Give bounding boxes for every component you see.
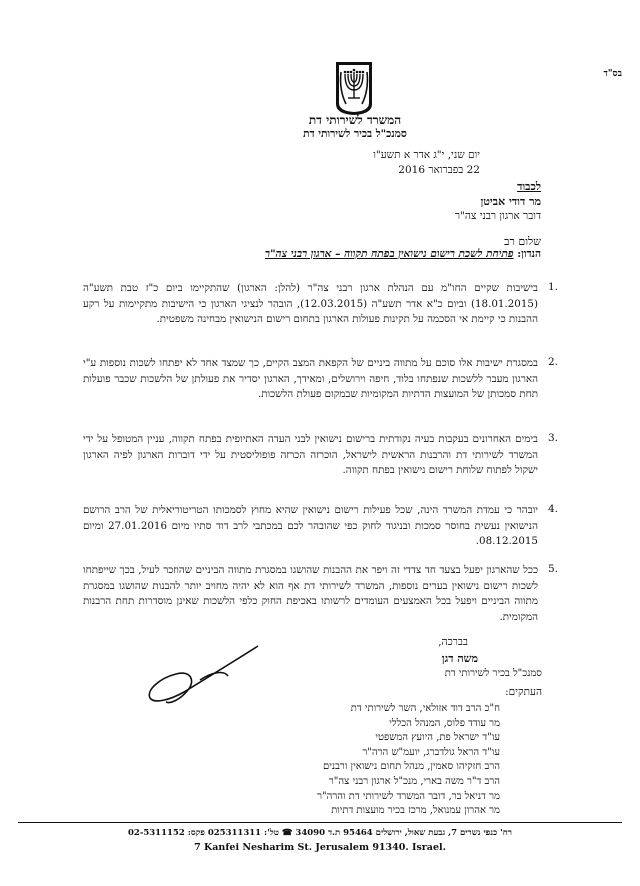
list-item: ח"כ הרב דוד אזולאי, השר לשירותי דת [350,703,500,714]
paragraph-number: 4. [547,503,558,515]
closing-regards: בברכה, [438,636,468,648]
ministry-division: סמנכ"ל בכיר לשירותי דת [303,128,407,140]
paragraph-number: 3. [547,432,558,444]
subject-line [81,248,541,260]
paragraph-3: בימים האחרונים בעקבות בעיה נקודתית ברישום נישואין לבני העדה האתיופית בפתח תקווה, עניין המטופל על ידי המשרד לשירותי דת והרבנות הראשית לישראל, הוכרזה הכרזה פופוליסטית על ידי דוברות הארגון לפיה הארגון ישקול לפתוח שלוחת רישום נישואין בפתח תקווה. [83,433,538,476]
signer-title: סמנכ"ל בכיר לשירותי דת [444,668,542,679]
list-item: הרב ד"ר משה בארי, מנכ"ל ארגון רבני צה"ר [328,775,500,787]
list-item: עו"ד ישראל פת, היועץ המשפטי [375,732,500,744]
state-emblem-icon [334,60,374,116]
list-item: מר דניאל בר, דובר המשרד לשירותי דת והרה"ר [317,790,500,802]
copies-heading: העתקים: [505,686,542,698]
list-item: עו"ד הראל גולדברג, יועמ"ש הרה"ר [362,746,500,758]
list-item: הרב חזקיהו סאמין, מנהל תחום נישואין ורבנים [322,761,500,773]
footer-divider [18,822,622,823]
footer-english-address: 7 Kanfei Nesharim St. Jerusalem 91340. Israel. [194,842,446,853]
subject-text: פתיחת לשכת רישום נישואין בפתח תקווה – ארגון רבני צה"ר [264,248,514,260]
greeting: שלום רב [504,235,541,248]
paragraph-4: יובהר כי עמדת המשרד הינה, שכל פעילות רישום נישואין שהיא מחוץ לסמכותו הטריטוריאלית של הרב הרושם הנישואין נעשית בחוסר סמכות ובניגוד לחוק כפי שהובהר לכם במכתבי לרב דוד סתיו מיום 27.01.2016 ומיום 08.12.2015. [83,504,538,547]
subject-label: הנדון: [517,248,541,260]
hebrew-date: יום שני, י"ג אדר א תשע"ו [373,149,480,161]
recipient-heading: לכבוד [517,180,541,193]
paragraph-number: 5. [547,563,558,575]
gregorian-date: 22 בפברואר 2016 [398,164,480,176]
copies-list [100,702,500,819]
handwritten-signature [140,640,270,710]
paragraph-2: במסגרת ישיבות אלו סוכם על מתווה ביניים של הקפאת המצב הקיים, כך שמצד אחד לא יפתחו לשכות נוספות ע"י הארגון מעבר ללשכות שנפתחו בלוד, חיפה וירושלים, ומאידך, הארגון יסדיר את פעולתן של הלשכות שכבר פועלות תחת סמכותן של המועצות הדתיות המקומיות שבמקום פעולת הלשכות. [83,357,538,400]
signer-name: משה דגן [441,652,478,665]
paragraph-1: בישיבות שקיים החו"מ עם הנהלת ארגון רבני צה"ר (להלן: הארגון) שהתקיימו ביום כ"ז טבת תשע"ה (18.01.2015) וביום כ"א אדר תשע"ה (12.03.2015), הובהר לנציגי הארגון כי הישיבות מתקיימות על רקע ההבנות כי קיימת אי הסכמה על תקינות פעולות הארגון בתחום רישום הנישואין מבחינה משפטית. [83,282,538,325]
paragraph-5: ככל שהארגון יפעל בצעד חד צדדי זה ויפר את ההבנות שהושגו במסגרת מתווה הביניים שהוזכר לעיל, בכך שייפתחו לשכות רישום נישואין בערים נוספות, המשרד לשירותי דת אף הוא לא יהיה מחויב יותר להבנות שהושגו במסגרת מתווה הביניים ויפעל בכל האמצעים העומדים לרשותו באכיפת החוק כלפי הלשכות שאינן מוסדרות תחת הרבנות המקומית. [83,564,538,623]
recipient-title: דובר ארגון רבני צה"ר [454,210,541,222]
list-item: מר אהרון עמנואל, מרכז בכיר מועצות דתיות [331,805,500,817]
paragraph-number: 1. [547,281,558,293]
bsd-mark: בס"ד [603,69,622,79]
footer-hebrew-address: רח' כנפי נשרים 7, גבעת שאול, ירושלים 95464 ת.ד 34090 ☎ טל': 025311311 פקס: 02-5311152 [128,828,512,838]
recipient-name: מר דודי אביטן [480,195,541,208]
paragraph-number: 2. [547,356,558,368]
ministry-name: המשרד לשירותי דת [308,113,402,127]
list-item: מר עודד פלוס, המנהל הכללי [389,717,500,729]
